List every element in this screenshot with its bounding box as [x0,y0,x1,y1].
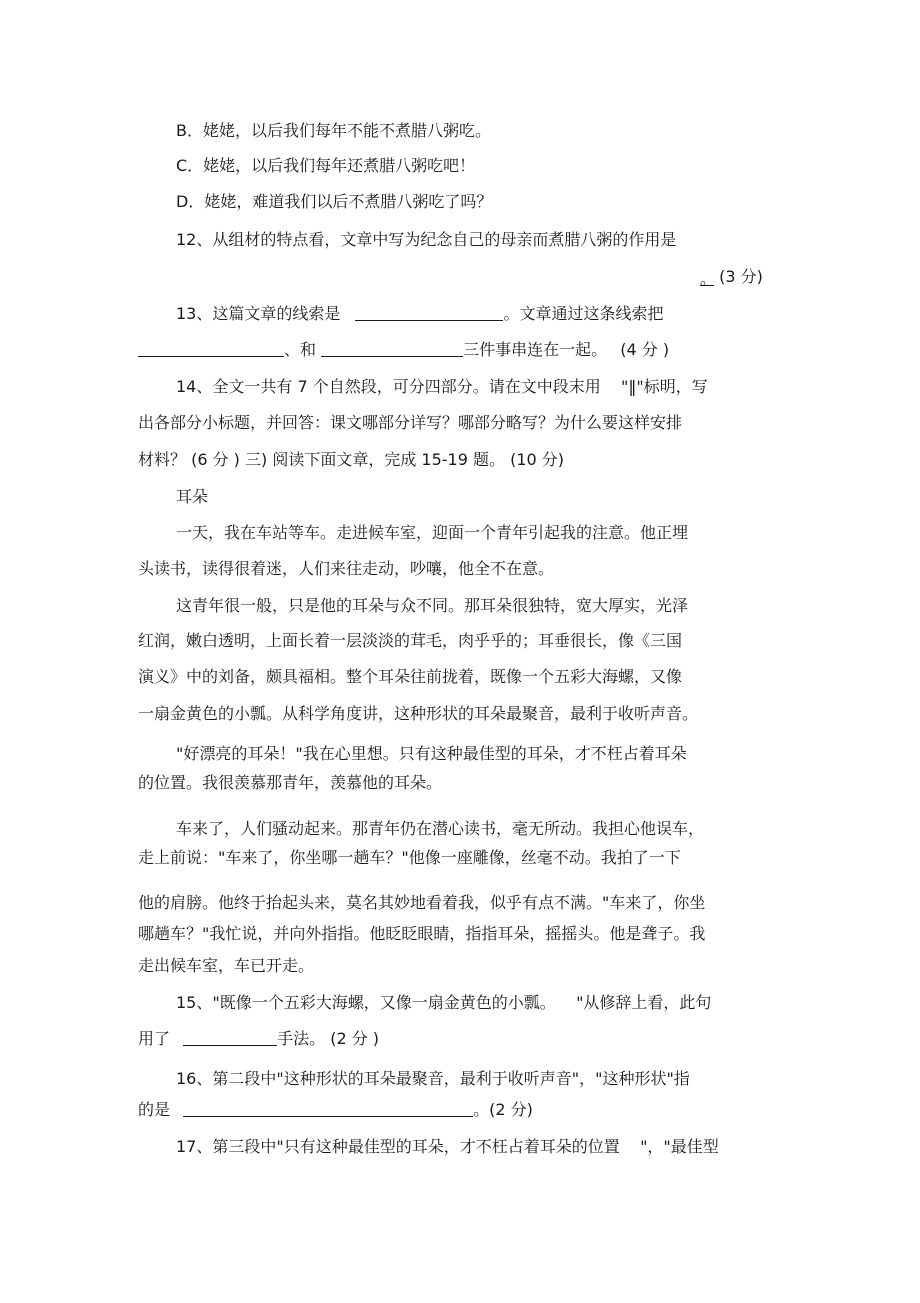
answer-blank[interactable]: 。 [700,269,717,288]
question-12: 12、从组材的特点看，文章中写为纪念自己的母亲而煮腊八粥的作用是 [176,230,677,249]
passage-paragraph-1: 一天，我在车站等车。走进候车室，迎面一个青年引起我的注意。他正埋 [176,523,689,542]
passage-paragraph-2: 一扇金黄色的小瓢。从科学角度讲，这种形状的耳朵最聚音，最利于收听声音。 [138,704,699,723]
answer-blank[interactable] [183,1100,473,1117]
question-14-line-2: 出各部分小标题，并回答：课文哪部分详写？哪部分略写？为什么要这样安排 [138,413,683,432]
passage-paragraph-4: 他的肩膀。他终于抬起头来，莫名其妙地看着我，似乎有点不满。"车来了，你坐 [138,893,706,912]
question-17-line-1: 17、第三段中"只有这种最佳型的耳朵，才不枉占着耳朵的位置 "，"最佳型 [176,1137,719,1156]
passage-paragraph-4: 哪趟车？"我忙说，并向外指指。他眨眨眼睛，指指耳朵，摇摇头。他是聋子。我 [138,924,706,943]
question-15-line-1: 15、"既像一个五彩大海螺，又像一扇金黄色的小瓢。 "从修辞上看，此句 [176,993,712,1012]
question-15-line-2 [138,1029,379,1049]
score-label: (3 分) [719,267,763,286]
passage-paragraph-2: 红润，嫩白透明，上面长着一层淡淡的茸毛，肉乎乎的；耳垂很长，像《三国 [138,631,683,650]
question-16-text: 。(2 分) [473,1100,533,1119]
answer-blank[interactable] [138,340,284,357]
answer-blank[interactable] [321,340,463,357]
question-15-text: 用了 [138,1029,171,1048]
option-b: B．姥姥，以后我们每年不能不煮腊八粥吃。 [176,121,491,140]
question-16-line-2 [138,1100,533,1120]
question-14-line-3: 材料？ (6 分 ) 三) 阅读下面文章，完成 15-19 题。 (10 分) [138,450,565,469]
question-14-line-1: 14、全文一共有 7 个自然段，可分四部分。请在文中段末用 "‖"标明，写 [176,377,708,396]
passage-title: 耳朵 [176,487,209,506]
question-13-text: 13、这篇文章的线索是 [176,304,341,323]
question-15-text: 手法。 (2 分 ) [277,1029,380,1048]
question-12-answer-line [700,267,763,287]
option-d: D．姥姥，难道我们以后不煮腊八粥吃了吗？ [176,192,493,211]
score-label: (4 分 ) [620,340,670,359]
passage-paragraph-4: 走上前说："车来了，你坐哪一趟车？"他像一座雕像，丝毫不动。我拍了一下 [138,848,681,867]
question-16-text: 的是 [138,1100,171,1119]
answer-blank[interactable] [355,304,503,321]
passage-paragraph-4: 走出候车室，车已开走。 [138,956,315,975]
question-13-line-1 [176,304,663,324]
answer-blank[interactable] [183,1029,277,1046]
question-13-text: 、和 [284,340,317,359]
question-13-line-2 [138,340,669,360]
passage-paragraph-3: 的位置。我很羡慕那青年，羡慕他的耳朵。 [138,773,443,792]
passage-paragraph-4: 车来了，人们骚动起来。那青年仍在潜心读书，毫无所动。我担心他误车， [176,819,705,838]
question-16-line-1: 16、第二段中"这种形状的耳朵最聚音，最利于收听声音"，"这种形状"指 [176,1069,690,1088]
passage-paragraph-2: 演义》中的刘备，颇具福相。整个耳朵往前拢着，既像一个五彩大海螺，又像 [138,667,683,686]
passage-paragraph-1: 头读书，读得很着迷，人们来往走动，吵嚷，他全不在意。 [138,559,555,578]
passage-paragraph-2: 这青年很一般，只是他的耳朵与众不同。那耳朵很独特，宽大厚实，光泽 [176,596,689,615]
passage-paragraph-3: "好漂亮的耳朵！"我在心里想。只有这种最佳型的耳朵，才不枉占着耳朵 [176,744,687,763]
question-13-text: 三件事串连在一起。 [463,340,608,359]
option-c: C．姥姥，以后我们每年还煮腊八粥吃吧！ [176,156,476,175]
question-13-text: 。文章通过这条线索把 [503,304,664,323]
